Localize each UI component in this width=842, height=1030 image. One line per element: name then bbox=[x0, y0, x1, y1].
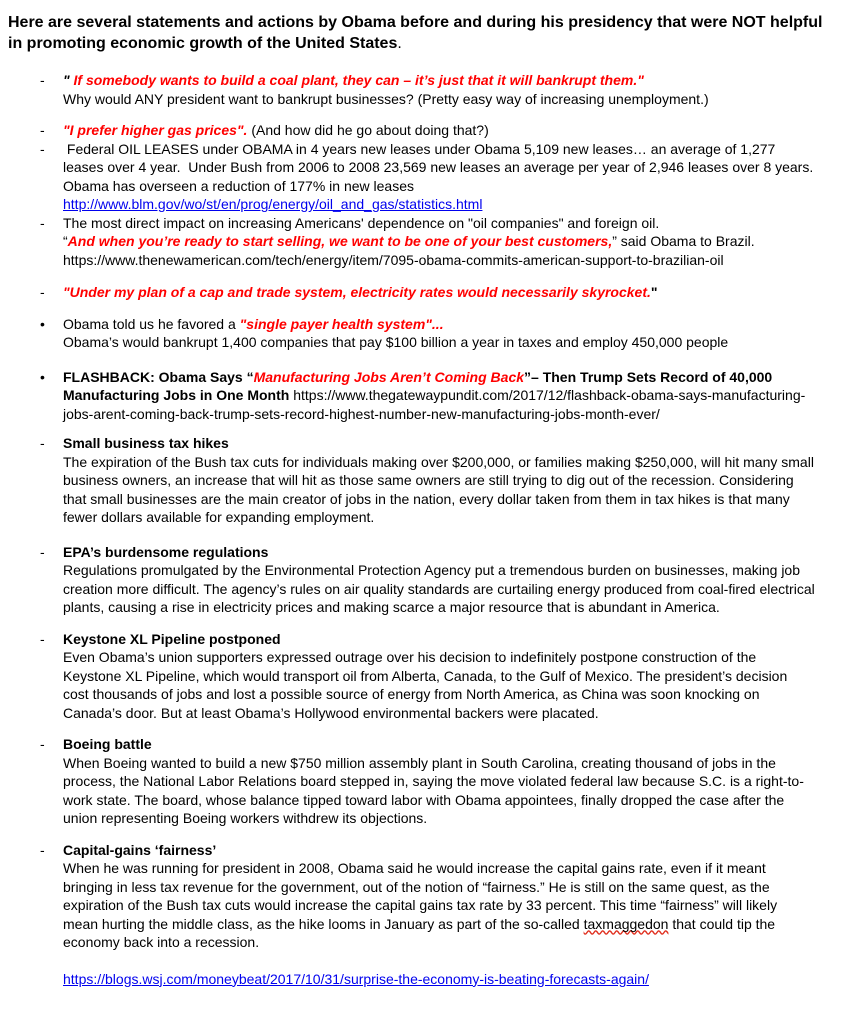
bullet-marker: - bbox=[40, 284, 45, 300]
text-run: "I prefer higher gas prices". bbox=[63, 122, 248, 138]
list-item bbox=[40, 121, 834, 140]
text-run: Why would ANY president want to bankrupt businesses? (Pretty easy way of increasing unemployment.) bbox=[63, 90, 709, 107]
text-run: Keystone XL Pipeline postponed bbox=[63, 630, 281, 647]
text-run: Federal OIL LEASES under OBAMA in 4 years new leases under Obama 5,109 new leases… an average of 1,277 leases over 4 year. Under Bush from 2006 to 2008 23,569 new leases an average per year of 2,946 leases over 8 years. Obama has overseen a reduction of 177% in new leases bbox=[63, 140, 822, 194]
text-run: that could tip the economy back into a recession. bbox=[63, 915, 779, 950]
item-content bbox=[63, 735, 815, 828]
text-run: taxmaggedon bbox=[583, 915, 669, 932]
list-item bbox=[40, 735, 834, 828]
list-item bbox=[40, 315, 834, 352]
list-item bbox=[40, 630, 834, 723]
text-run: Boeing battle bbox=[63, 736, 152, 752]
text-run: If somebody wants to build a coal plant, they can – it’s just that it will bankrupt them." bbox=[73, 72, 644, 88]
item-content bbox=[63, 630, 815, 723]
list-item bbox=[40, 214, 834, 270]
item-content bbox=[63, 841, 815, 952]
text-run: Obama’s would bankrupt 1,400 companies that pay $100 billion a year in taxes and employ 450,000 people bbox=[63, 334, 729, 350]
text-run: https://www.thegatewaypundit.com/2017/12/flashback-obama-says-manufacturing-jobs-arent-coming-back-trump-sets-record-highest-number-new-manufacturing-jobs-month-ever/ bbox=[63, 387, 806, 422]
bullet-marker: • bbox=[40, 368, 45, 385]
list-item bbox=[40, 368, 834, 424]
text-run: Capital-gains ‘fairness’ bbox=[63, 841, 217, 858]
text-run: "Under my plan of a cap and trade system, electricity rates would necessarily skyrocket. bbox=[63, 284, 651, 300]
text-run: Obama told us he favored a bbox=[63, 315, 240, 332]
text-run: Regulations promulgated by the Environmental Protection Agency put a tremendous burden on businesses, making job creation more difficult. The agency’s rules on air quality standards are curtailing energy produced from coal-fired electrical plants, causing a rise in electricity prices and making scarce a major resource that is abundant in America. bbox=[63, 562, 819, 615]
list-item bbox=[40, 71, 834, 108]
item-content bbox=[63, 140, 822, 214]
title-text: Here are several statements and actions by Obama before and during his presidency that were NOT helpful in promoting economic growth of the United States bbox=[8, 14, 823, 52]
text-run: " bbox=[650, 284, 658, 300]
bullet-marker: - bbox=[40, 140, 45, 157]
text-run: Even Obama’s union supporters expressed outrage over his decision to indefinitely postpone construction of the Keystone XL Pipeline, which would transport oil from Alberta, Canada, to the Gulf of Mexico. The president’s decision cost thousands of jobs and lost a possible source of energy from North America, as China was soon knocking on Canada’s door. But at least Obama’s Hollywood environmental backers were placated. bbox=[63, 649, 792, 721]
text-run: The expiration of the Bush tax cuts for individuals making over $200,000, or families making $250,000, will hit many small business owners, an increase that will hit as those same owners are still trying to dig out of the recession. Considering that small businesses are the main creator of jobs in the nation, every dollar taken from them in tax hikes is that many fewer dollars available for expanding employment. bbox=[63, 453, 818, 525]
item-content bbox=[63, 121, 815, 140]
text-run: https://www.thenewamerican.com/tech/energy/item/7095-obama-commits-american-support-to-brazilian-oil bbox=[63, 251, 724, 268]
text-run: Small business tax hikes bbox=[63, 435, 229, 451]
text-run: " bbox=[63, 72, 74, 88]
list-item bbox=[40, 841, 834, 952]
bullet-marker: - bbox=[40, 435, 45, 451]
inline-link[interactable]: http://www.blm.gov/wo/st/en/prog/energy/oil_and_gas/statistics.html bbox=[63, 196, 483, 212]
title-tail: . bbox=[397, 35, 402, 52]
list-item bbox=[40, 434, 834, 527]
item-content bbox=[63, 368, 815, 424]
bullet-marker: - bbox=[40, 214, 45, 231]
text-run: The most direct impact on increasing Americans' dependence on "oil companies" and foreign oil. bbox=[63, 214, 660, 231]
text-run: ”– Then Trump Sets Record of 40,000 Manufacturing Jobs in One Month bbox=[63, 368, 777, 403]
document-title bbox=[8, 12, 834, 54]
item-content bbox=[63, 543, 819, 617]
text-run: “ bbox=[63, 233, 68, 249]
statement-list bbox=[40, 71, 834, 952]
list-item bbox=[40, 543, 834, 617]
item-content bbox=[63, 315, 815, 352]
list-item bbox=[40, 283, 834, 302]
text-run: Manufacturing Jobs Aren’t Coming Back bbox=[253, 368, 525, 385]
bullet-marker: - bbox=[40, 72, 45, 88]
text-run: When Boeing wanted to build a new $750 million assembly plant in South Carolina, creating thousand of jobs in the process, the National Labor Relations board stepped in, saying the move violated federal law because S.C. is a right-to-work state. The board, whose balance tipped toward labor with Obama appointees, finally dropped the case after the union representing Boeing workers withdrew its objections. bbox=[63, 754, 804, 826]
footer-link[interactable]: https://blogs.wsj.com/moneybeat/2017/10/31/surprise-the-economy-is-beating-forecasts-again/ bbox=[63, 970, 649, 987]
list-item bbox=[40, 140, 834, 214]
bullet-marker: - bbox=[40, 630, 45, 647]
item-content bbox=[63, 434, 818, 527]
text-run: EPA’s burdensome regulations bbox=[63, 543, 269, 560]
text-run: And when you’re ready to start selling, we want to be one of your best customers, bbox=[67, 233, 613, 249]
text-run: FLASHBACK: Obama Says “ bbox=[63, 368, 254, 385]
bullet-marker: - bbox=[40, 841, 45, 858]
bullet-marker: • bbox=[40, 315, 45, 332]
text-run: (And how did he go about doing that?) bbox=[247, 122, 489, 138]
item-content bbox=[63, 71, 815, 108]
text-run: When he was running for president in 2008, Obama said he would increase the capital gains rate, even if it meant bringing in less tax revenue for the government, out of the notion of “fairness.” He is still on the same quest, as the expiration of the Bush tax cuts would increase the capital gains tax rate by 33 percent. This time “fairness” will likely mean hurting the middle class, as the hike looms in January as part of the so-called bbox=[63, 860, 781, 932]
footer bbox=[63, 970, 834, 989]
bullet-marker: - bbox=[40, 122, 45, 138]
item-content bbox=[63, 283, 815, 302]
text-run: "single payer health system"... bbox=[239, 315, 444, 332]
text-run: ” said Obama to Brazil. bbox=[612, 233, 755, 249]
item-content bbox=[63, 214, 815, 270]
bullet-marker: - bbox=[40, 543, 45, 560]
bullet-marker: - bbox=[40, 736, 45, 752]
